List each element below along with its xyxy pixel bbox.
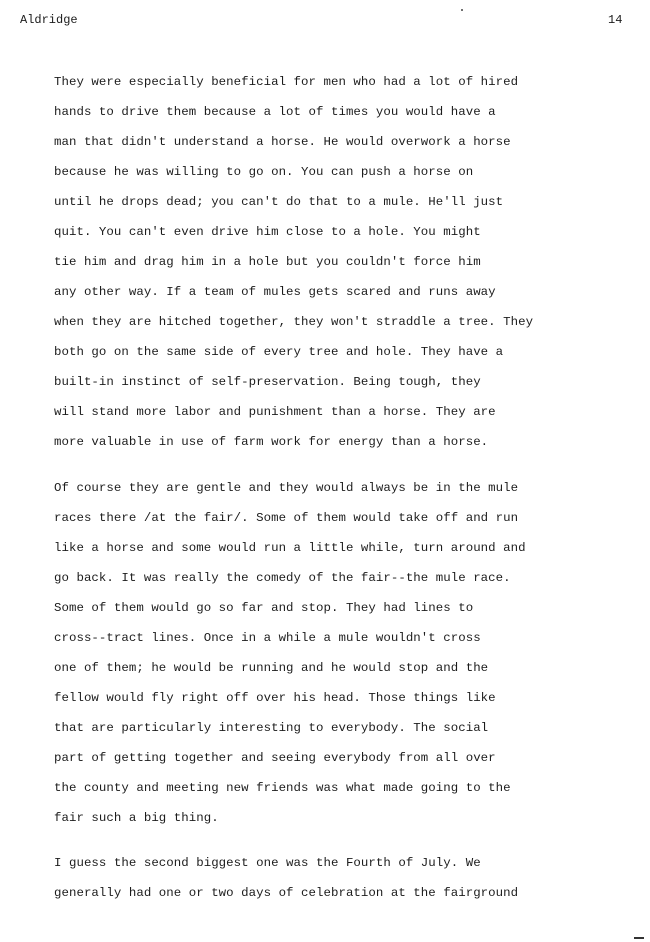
text-line: Of course they are gentle and they would always be in the mule	[54, 481, 519, 495]
text-line: They were especially beneficial for men who had a lot of hired	[54, 75, 519, 89]
text-line: I guess the second biggest one was the Fourth of July. We	[54, 856, 481, 870]
text-line: generally had one or two days of celebration at the fairground	[54, 886, 519, 900]
text-line: any other way. If a team of mules gets scared and runs away	[54, 285, 496, 299]
text-line: when they are hitched together, they won't straddle a tree. They	[54, 315, 534, 329]
paragraph-2	[54, 473, 644, 833]
text-line: quit. You can't even drive him close to a hole. You might	[54, 225, 481, 239]
page-number: 14	[608, 13, 623, 27]
text-line: Some of them would go so far and stop. They had lines to	[54, 601, 474, 615]
text-line: tie him and drag him in a hole but you couldn't force him	[54, 255, 481, 269]
text-line: like a horse and some would run a little while, turn around and	[54, 541, 526, 555]
text-line: fellow would fly right off over his head. Those things like	[54, 691, 496, 705]
page-corner-mark	[634, 937, 644, 939]
text-line: hands to drive them because a lot of times you would have a	[54, 105, 496, 119]
text-line: will stand more labor and punishment than a horse. They are	[54, 405, 496, 419]
text-line: that are particularly interesting to everybody. The social	[54, 721, 489, 735]
paragraph-3	[54, 848, 644, 908]
text-line: fair such a big thing.	[54, 811, 219, 825]
paragraph-1	[54, 67, 644, 457]
text-line: go back. It was really the comedy of the fair--the mule race.	[54, 571, 511, 585]
running-header-author: Aldridge	[20, 13, 78, 27]
text-line: until he drops dead; you can't do that to a mule. He'll just	[54, 195, 504, 209]
text-line: the county and meeting new friends was what made going to the	[54, 781, 511, 795]
text-line: man that didn't understand a horse. He would overwork a horse	[54, 135, 511, 149]
text-line: built-in instinct of self-preservation. Being tough, they	[54, 375, 481, 389]
text-line: cross--tract lines. Once in a while a mule wouldn't cross	[54, 631, 481, 645]
paper-speck	[461, 9, 463, 11]
text-line: both go on the same side of every tree and hole. They have a	[54, 345, 504, 359]
text-line: because he was willing to go on. You can push a horse on	[54, 165, 474, 179]
text-line: one of them; he would be running and he would stop and the	[54, 661, 489, 675]
text-line: part of getting together and seeing everybody from all over	[54, 751, 496, 765]
text-line: more valuable in use of farm work for energy than a horse.	[54, 435, 489, 449]
text-line: races there /at the fair/. Some of them would take off and run	[54, 511, 519, 525]
